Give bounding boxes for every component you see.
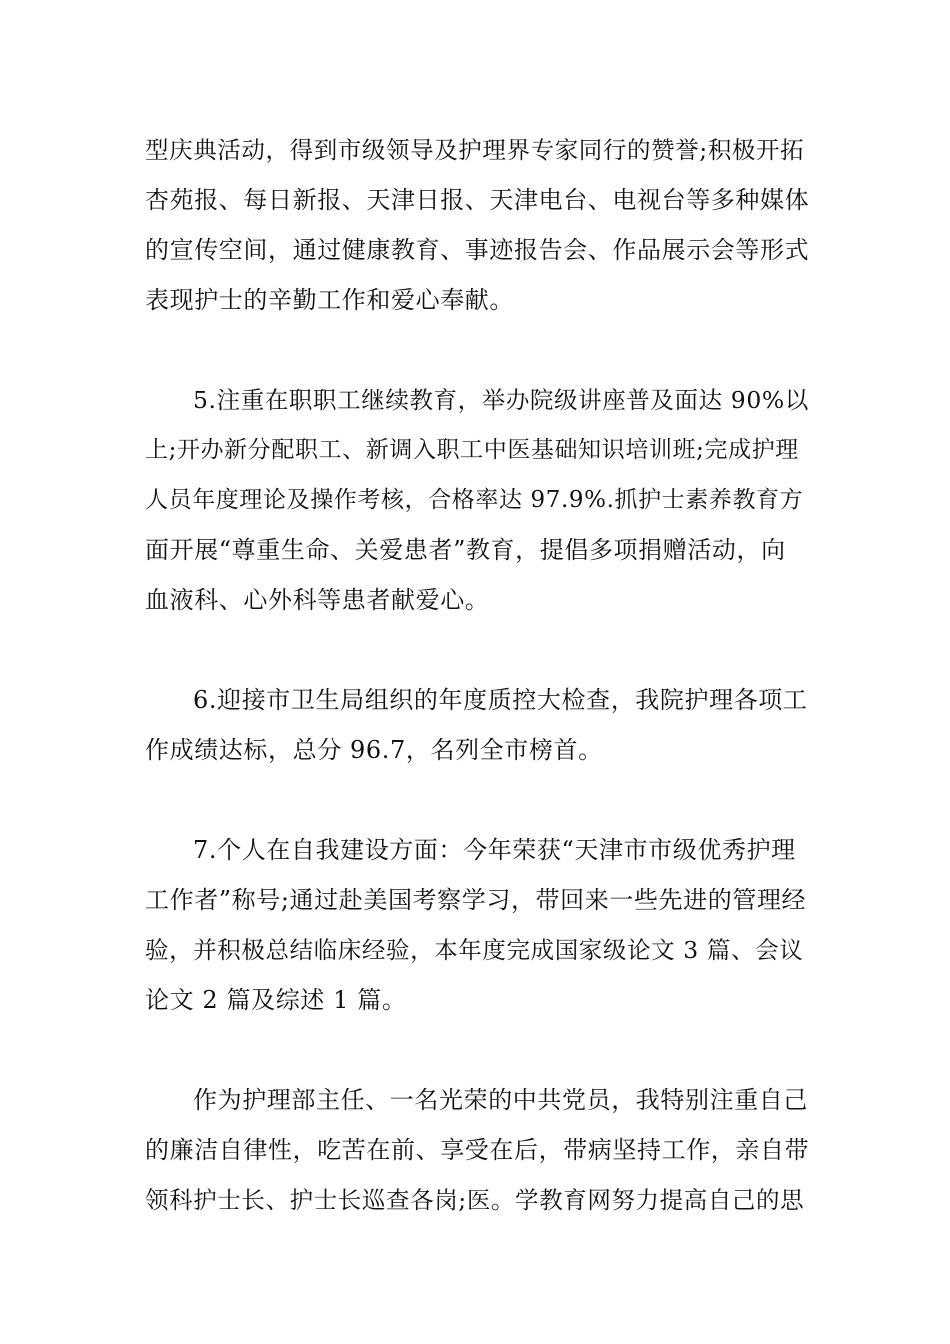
paragraph-5-line-1: 作为护理部主任、一名光荣的中共党员，我特别注重自己 bbox=[193, 1086, 808, 1114]
paragraph-2-line-5: 血液科、心外科等患者献爱心。 bbox=[145, 586, 490, 614]
paragraph-2-line-3: 人员年度理论及操作考核，合格率达 97.9%.抓护士素养教育方 bbox=[145, 487, 804, 513]
paragraph-5-line-3: 领科护士长、护士长巡查各岗;医。学教育网努力提高自己的思 bbox=[145, 1186, 805, 1214]
paragraph-1-line-4: 表现护士的辛勤工作和爱心奉献。 bbox=[145, 286, 514, 314]
paragraph-3-line-2: 作成绩达标，总分 96.7，名列全市榜首。 bbox=[145, 736, 603, 764]
paragraph-2-line-1: 5.注重在职职工继续教育，举办院级讲座普及面达 90%以 bbox=[193, 386, 809, 414]
paragraph-4-line-2: 工作者”称号;通过赴美国考察学习，带回来一些先进的管理经 bbox=[145, 886, 807, 914]
paragraph-1-line-2: 杏苑报、每日新报、天津日报、天津电台、电视台等多种媒体 bbox=[145, 186, 810, 214]
paragraph-1-line-3: 的宣传空间，通过健康教育、事迹报告会、作品展示会等形式 bbox=[145, 236, 810, 264]
paragraph-4-line-3: 验，并积极总结临床经验，本年度完成国家级论文 3 篇、会议 bbox=[145, 936, 804, 964]
paragraph-4-line-4: 论文 2 篇及综述 1 篇。 bbox=[145, 986, 407, 1014]
paragraph-3-line-1: 6.迎接市卫生局组织的年度质控大检查，我院护理各项工 bbox=[193, 686, 808, 714]
paragraph-2-line-2: 上;开办新分配职工、新调入职工中医基础知识培训班;完成护理 bbox=[145, 437, 799, 463]
paragraph-4-line-1: 7.个人在自我建设方面：今年荣获“天津市市级优秀护理 bbox=[193, 836, 796, 864]
paragraph-2-line-4: 面开展“尊重生命、关爱患者”教育，提倡多项捐赠活动，向 bbox=[145, 536, 786, 564]
paragraph-5-line-2: 的廉洁自律性，吃苦在前、享受在后，带病坚持工作，亲自带 bbox=[145, 1136, 810, 1164]
paragraph-1-line-1: 型庆典活动，得到市级领导及护理界专家同行的赞誉;积极开拓 bbox=[145, 136, 805, 164]
